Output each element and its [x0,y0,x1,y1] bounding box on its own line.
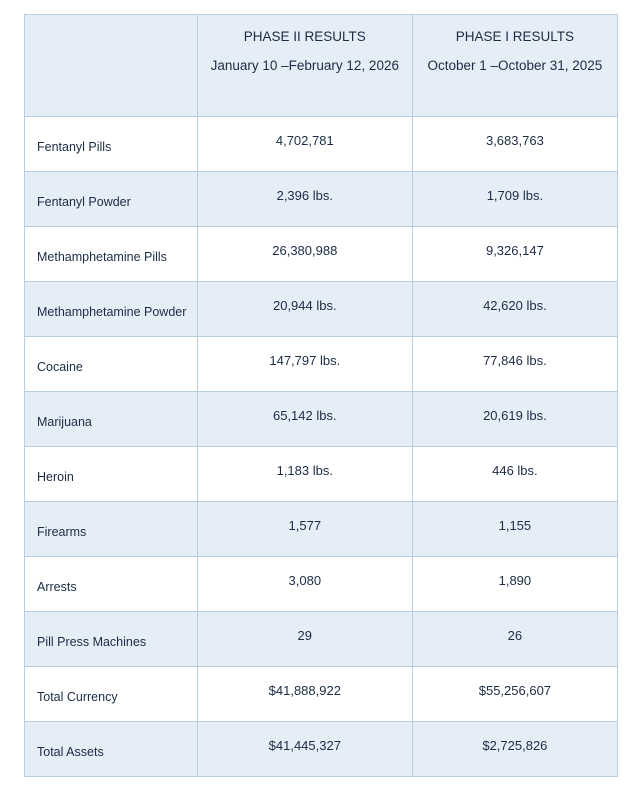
phase2-value: 4,702,781 [197,117,412,172]
phase1-value: $2,725,826 [412,722,617,777]
phase2-value: 1,183 lbs. [197,447,412,502]
table-row [25,337,618,392]
header-phase1 [412,15,617,117]
phase2-value: $41,445,327 [197,722,412,777]
table-row [25,227,618,282]
phase2-dates: January 10 –February 12, 2026 [210,58,399,73]
table-row [25,667,618,722]
table-row [25,612,618,667]
table-row [25,392,618,447]
phase1-value: 1,709 lbs. [412,172,617,227]
phase1-value: 1,155 [412,502,617,557]
row-label: Arrests [25,557,198,612]
table-row [25,502,618,557]
phase1-value: 446 lbs. [412,447,617,502]
header-row [25,15,618,117]
phase1-value: $55,256,607 [412,667,617,722]
phase1-value: 1,890 [412,557,617,612]
phase2-value: 20,944 lbs. [197,282,412,337]
row-label: Pill Press Machines [25,612,198,667]
row-label: Fentanyl Pills [25,117,198,172]
phase2-value: 1,577 [197,502,412,557]
phase1-title: PHASE I RESULTS [455,29,575,44]
row-label: Heroin [25,447,198,502]
row-label: Total Currency [25,667,198,722]
table-row [25,447,618,502]
phase2-value: 65,142 lbs. [197,392,412,447]
phase1-value: 42,620 lbs. [412,282,617,337]
phase1-value: 20,619 lbs. [412,392,617,447]
results-table [24,14,618,777]
phase2-value: 147,797 lbs. [197,337,412,392]
row-label: Methamphetamine Pills [25,227,198,282]
phase2-value: 26,380,988 [197,227,412,282]
phase2-value: 2,396 lbs. [197,172,412,227]
table-row [25,117,618,172]
phase1-value: 3,683,763 [412,117,617,172]
phase2-value: $41,888,922 [197,667,412,722]
row-label: Marijuana [25,392,198,447]
header-phase2 [197,15,412,117]
phase1-dates: October 1 –October 31, 2025 [427,58,603,73]
phase1-value: 9,326,147 [412,227,617,282]
row-label: Cocaine [25,337,198,392]
phase2-title: PHASE II RESULTS [243,29,366,44]
table-row [25,172,618,227]
header-empty-cell [25,15,198,117]
table-row [25,282,618,337]
row-label: Methamphetamine Powder [25,282,198,337]
phase1-value: 26 [412,612,617,667]
phase1-value: 77,846 lbs. [412,337,617,392]
phase2-value: 3,080 [197,557,412,612]
table-row [25,722,618,777]
phase2-value: 29 [197,612,412,667]
table-row [25,557,618,612]
row-label: Fentanyl Powder [25,172,198,227]
row-label: Total Assets [25,722,198,777]
row-label: Firearms [25,502,198,557]
